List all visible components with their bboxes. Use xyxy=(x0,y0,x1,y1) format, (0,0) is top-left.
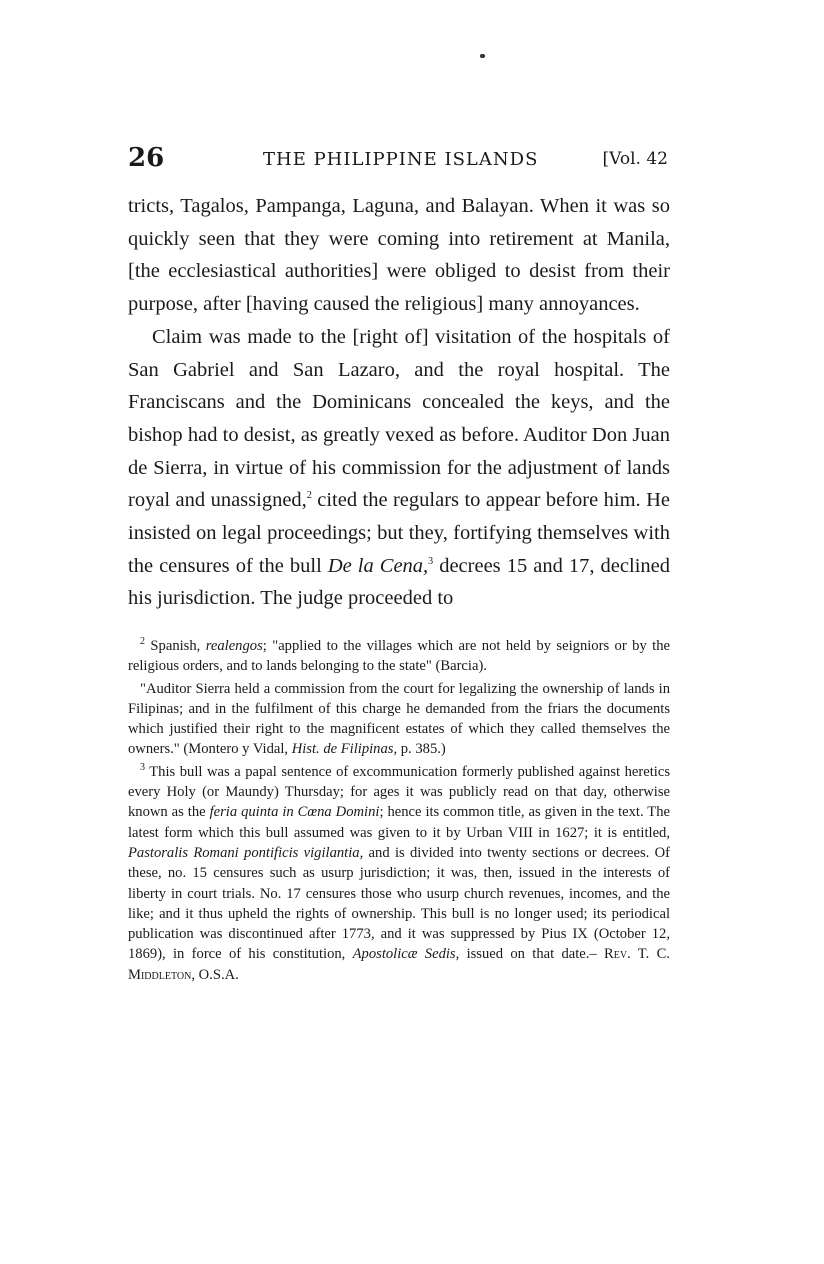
main-text xyxy=(128,190,670,615)
footnote-2-part-a: Spanish, xyxy=(145,638,206,654)
page-header xyxy=(128,143,668,173)
footnotes xyxy=(128,636,670,987)
footnote-3-italic-3: Apostolicæ Sedis, xyxy=(352,946,460,963)
footnote-3 xyxy=(128,762,670,985)
footnote-3-part-c: and is divided into twenty sections or decrees. Of these, no. 15 censures such as usurp jurisdiction; it was, then, issued in the interests of liberty in court trials. No. 17 censures those who usurp church revenues, incomes, and the like; and it thus upheld the rights of ownership. This bull is no longer used; its periodical publication was discontinued after 1773, and it was suppressed by Pius IX (October 12, 1869), in force of his constitution, xyxy=(128,844,670,963)
paragraph-2-part-c: decrees 15 and 17, declined his jurisdiction. The judge proceeded to xyxy=(128,554,670,610)
page-number: 26 xyxy=(128,143,165,173)
footnote-2-citation: Hist. de Filipinas, xyxy=(291,741,398,758)
footnote-2-part-c: "Auditor Sierra held a commission from the court for legalizing the ownership of lands in Filipinas; and in the fulfilment of this charge he demanded from the friars the documents which justified their right to the magnificent estates of which they called themselves the owners." (Montero y Vidal, xyxy=(128,680,670,758)
paragraph-1: tricts, Tagalos, Pampanga, Laguna, and Balayan. When it was so quickly seen that they were coming into retirement at Manila, [the ecclesiastical authorities] were obliged to desist from their purpose, after [having caused the religious] many annoyances. xyxy=(128,195,670,316)
footnote-2-continued xyxy=(128,679,670,760)
footnote-3-italic-1: feria quinta in Cœna Domini xyxy=(209,804,380,821)
footnote-2 xyxy=(128,636,670,677)
footnote-3-marker: 3 xyxy=(140,761,145,773)
paragraph-2-part-a: Claim was made to the [right of] visitation of the hospitals of San Gabriel and San Lazaro, and the royal hospital. The Franciscans and the Dominicans concealed the keys, and the bishop had to desist, as greatly vexed as before. Auditor Don Juan de Sierra, in virtue of his commission for the adjustment of lands royal and unassigned, xyxy=(128,325,670,512)
footnote-ref-2: 2 xyxy=(306,490,312,502)
footnote-ref-3: 3 xyxy=(428,555,434,567)
footnote-3-author: Rev. T. C. Middleton, O.S.A. xyxy=(128,946,670,983)
paragraph-2-part-b: cited the regulars to appear before him. He insisted on legal proceedings; but they, fortifying themselves with the censures of the bull xyxy=(128,489,670,577)
print-speck xyxy=(480,54,485,58)
footnote-3-part-a: This bull was a papal sentence of excommunication formerly published against heretics every Holy (or Maundy) Thursday; for ages it was publicly read on that day, otherwise known as the xyxy=(128,763,670,821)
footnote-3-part-b: ; hence its common title, as given in the text. The latest form which this bull assumed was given to it by Urban VIII in 1627; it is entitled, xyxy=(128,804,670,841)
footnote-2-marker: 2 xyxy=(140,636,145,648)
volume-label: [Vol. 42 xyxy=(602,149,668,169)
footnote-2-page: p. 385.) xyxy=(397,741,446,758)
footnote-3-italic-2: Pastoralis Romani pontificis vigilantia, xyxy=(128,844,364,861)
footnote-3-part-d: issued on that date.– xyxy=(459,946,605,963)
footnote-2-italic: realengos xyxy=(205,638,263,654)
bull-title: De la Cena, xyxy=(327,554,429,577)
paragraph-2 xyxy=(128,321,670,615)
footnote-2-part-b: ; "applied to the villages which are not held by seigniors or by the religious orders, and to lands belonging to the state" (Barcia). xyxy=(128,638,670,675)
running-title: THE PHILIPPINE ISLANDS xyxy=(263,149,539,170)
